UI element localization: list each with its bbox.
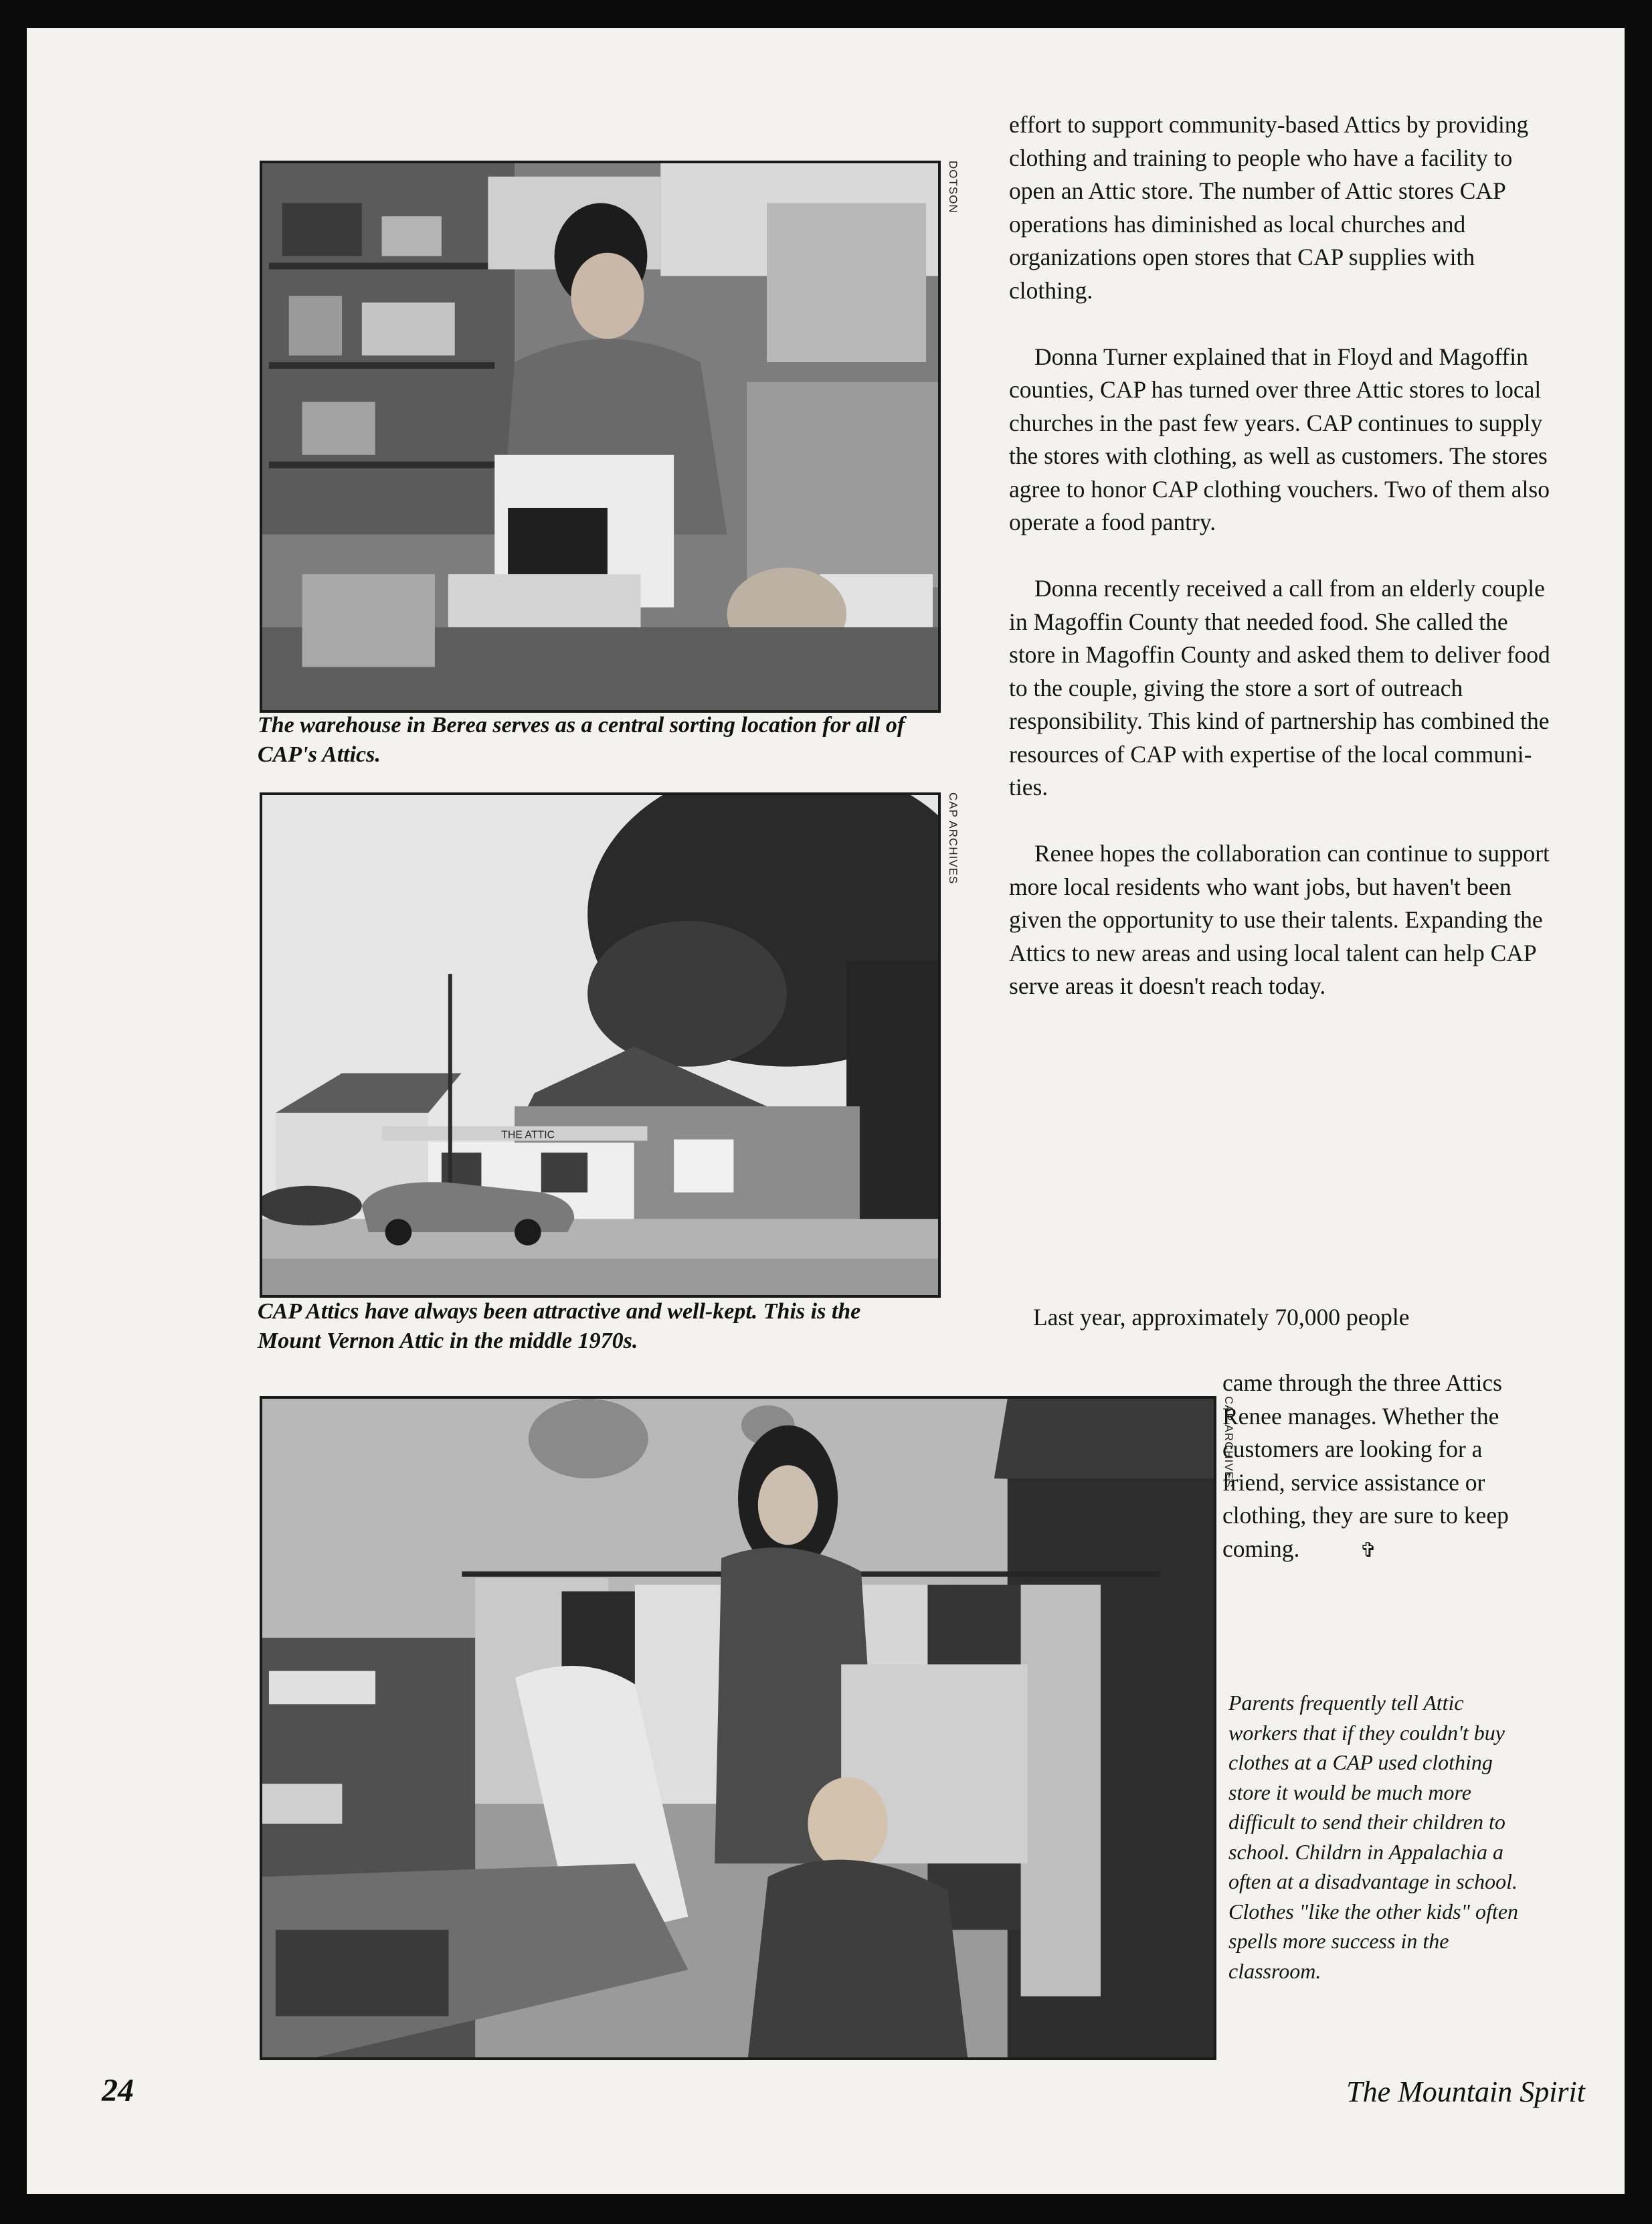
warehouse-photo-art <box>262 163 938 710</box>
clothing-store-photo-art <box>262 1399 1214 2057</box>
storefront-photo <box>260 792 941 1298</box>
page-number: 24 <box>102 2073 134 2108</box>
photo-credit-dotson: DOTSON <box>947 161 959 213</box>
article-paragraph-5-rest <box>1222 1367 1510 1567</box>
cross-icon: ✞ <box>1360 1538 1377 1562</box>
storefront-sign: THE ATTIC <box>501 1129 555 1141</box>
clothing-store-caption: Parents frequently tell Attic workers that if they couldn't buy clothes at a CAP used clothing store it would be much more difficult to send their children to school. Childrn in Appalachia a often at a disadvantage in school. Clothes "like the other kids" often spells more success in the classroom. <box>1228 1691 1519 1983</box>
warehouse-caption: The warehouse in Berea serves as a central sorting location for all of CAP's Attics. <box>258 713 905 767</box>
article-paragraph-5-lead: Last year, approximately 70,000 people <box>1033 1304 1410 1331</box>
storefront-caption: CAP Attics have always been attractive and well-kept. This is the Mount Vernon Attic in the middle 1970s. <box>258 1299 861 1353</box>
publication-title: The Mountain Spirit <box>1346 2075 1585 2108</box>
article-column <box>1009 108 1552 1036</box>
article-paragraph-1: effort to support community-based Attics by providing clothing and training to people who have a facility to open an Attic store. The number of Attic stores CAP operations has diminished as local churches and organizations open stores that CAP supplies with clothing. <box>1009 111 1529 304</box>
article-paragraph-3: Donna recently received a call from an elderly couple in Magoffin County that needed food. She called the store in Magoffin County and asked them to deliver food to the couple, giving the store a sort of outreach responsibility. This kind of partnership has combined the resources of CAP with expertise of the local communi-ties. <box>1009 575 1550 800</box>
article-paragraph-2: Donna Turner explained that in Floyd and Magoffin counties, CAP has turned over three Attic stores to local churches in the past few years. CAP continues to supply the stores with clothing, as well as customers. The stores agree to honor CAP clothing vouchers. Two of them also operate a food pantry. <box>1009 343 1550 535</box>
article-paragraph-4: Renee hopes the collaboration can continue to support more local residents who want jobs, but haven't been given the opportunity to use their talents. Expanding the Attics to new areas and using local talent can help CAP serve areas it doesn't reach today. <box>1009 840 1550 999</box>
photo-credit-archives-2: CAP ARCHIVES <box>1222 1396 1235 1488</box>
article-paragraph-5-text: came through the three Attics Renee manages. Whether the customers are looking for a friend, service assistance or clothing, they are sure to keep coming. <box>1222 1369 1509 1562</box>
warehouse-photo <box>260 161 941 713</box>
storefront-photo-art <box>262 795 938 1295</box>
clothing-store-photo <box>260 1396 1216 2060</box>
photo-credit-archives-1: CAP ARCHIVES <box>947 792 959 885</box>
